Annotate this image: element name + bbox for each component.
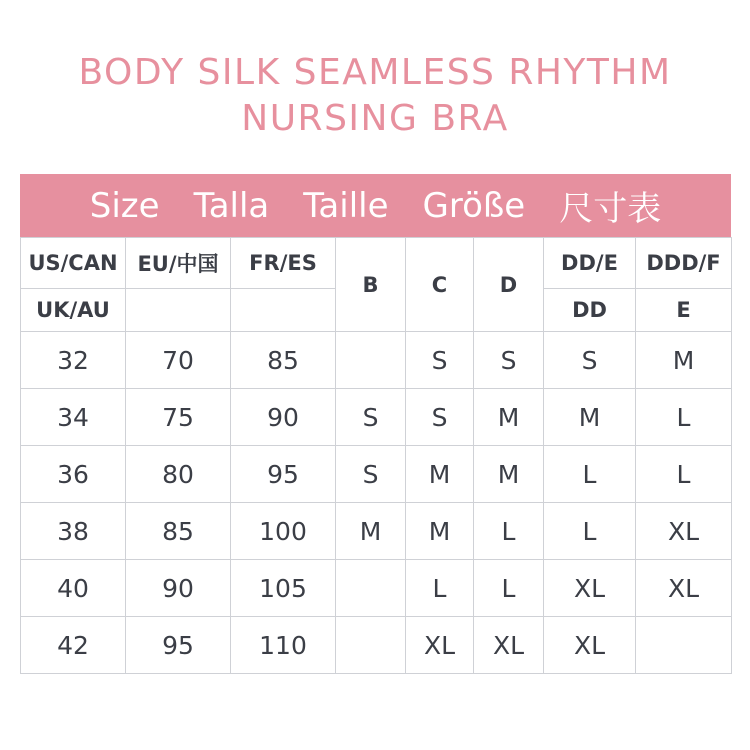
header-cup-ddd-f: DDD/F bbox=[636, 238, 732, 289]
table-cell: 110 bbox=[231, 617, 336, 674]
header-cup-dd: DD bbox=[544, 289, 636, 332]
table-cell: 105 bbox=[231, 560, 336, 617]
table-cell: S bbox=[336, 389, 406, 446]
table-cell: 42 bbox=[21, 617, 126, 674]
header-us-can: US/CAN bbox=[21, 238, 126, 289]
table-cell: L bbox=[474, 560, 544, 617]
table-cell: 80 bbox=[126, 446, 231, 503]
table-cell: 85 bbox=[126, 503, 231, 560]
table-cell: 34 bbox=[21, 389, 126, 446]
banner-word-grosse: Größe bbox=[422, 185, 526, 226]
table-row bbox=[21, 617, 732, 674]
table-cell: L bbox=[544, 446, 636, 503]
table-cell: XL bbox=[474, 617, 544, 674]
table-cell: 90 bbox=[231, 389, 336, 446]
table-row bbox=[21, 332, 732, 389]
table-cell: S bbox=[544, 332, 636, 389]
table-cell: XL bbox=[636, 560, 732, 617]
banner-word-chinese: 尺寸表 bbox=[559, 189, 662, 229]
header-cup-b: B bbox=[336, 238, 406, 332]
table-cell: S bbox=[336, 446, 406, 503]
size-chart-banner bbox=[20, 174, 731, 237]
table-cell: 95 bbox=[231, 446, 336, 503]
header-eu-cn: EU/中国 bbox=[126, 238, 231, 289]
header-empty-1 bbox=[126, 289, 231, 332]
table-cell: M bbox=[406, 446, 474, 503]
header-empty-2 bbox=[231, 289, 336, 332]
banner-word-size: Size bbox=[89, 185, 160, 226]
table-cell: S bbox=[474, 332, 544, 389]
table-cell: L bbox=[636, 446, 732, 503]
table-row bbox=[21, 389, 732, 446]
title-line-2: NURSING BRA bbox=[241, 98, 509, 139]
table-cell: L bbox=[636, 389, 732, 446]
title-line-1: BODY SILK SEAMLESS RHYTHM bbox=[78, 52, 672, 93]
table-cell bbox=[636, 617, 732, 674]
header-cup-dd-e: DD/E bbox=[544, 238, 636, 289]
table-cell: L bbox=[406, 560, 474, 617]
table-cell: S bbox=[406, 389, 474, 446]
table-cell: L bbox=[474, 503, 544, 560]
page-title bbox=[0, 50, 750, 142]
table-cell: 38 bbox=[21, 503, 126, 560]
header-uk-au: UK/AU bbox=[21, 289, 126, 332]
table-cell: XL bbox=[544, 560, 636, 617]
table-cell: 32 bbox=[21, 332, 126, 389]
table-cell: 70 bbox=[126, 332, 231, 389]
table-cell: 100 bbox=[231, 503, 336, 560]
table-cell: 90 bbox=[126, 560, 231, 617]
size-table bbox=[20, 237, 732, 674]
table-cell: S bbox=[406, 332, 474, 389]
table-row bbox=[21, 560, 732, 617]
table-row bbox=[21, 503, 732, 560]
table-cell bbox=[336, 617, 406, 674]
table-cell: 85 bbox=[231, 332, 336, 389]
table-row bbox=[21, 446, 732, 503]
table-cell: M bbox=[544, 389, 636, 446]
table-cell: 40 bbox=[21, 560, 126, 617]
table-cell: M bbox=[636, 332, 732, 389]
table-cell: 95 bbox=[126, 617, 231, 674]
table-cell: 36 bbox=[21, 446, 126, 503]
header-cup-c: C bbox=[406, 238, 474, 332]
table-cell: L bbox=[544, 503, 636, 560]
banner-word-talla: Talla bbox=[193, 185, 270, 226]
table-cell: XL bbox=[406, 617, 474, 674]
table-cell: M bbox=[336, 503, 406, 560]
table-cell: M bbox=[474, 446, 544, 503]
header-row-1 bbox=[21, 238, 732, 289]
table-cell: M bbox=[474, 389, 544, 446]
table-cell bbox=[336, 332, 406, 389]
banner-word-taille: Taille bbox=[303, 185, 389, 226]
header-cup-e: E bbox=[636, 289, 732, 332]
table-cell bbox=[336, 560, 406, 617]
table-cell: M bbox=[406, 503, 474, 560]
header-cup-d: D bbox=[474, 238, 544, 332]
table-cell: 75 bbox=[126, 389, 231, 446]
header-fr-es: FR/ES bbox=[231, 238, 336, 289]
table-cell: XL bbox=[636, 503, 732, 560]
table-cell: XL bbox=[544, 617, 636, 674]
